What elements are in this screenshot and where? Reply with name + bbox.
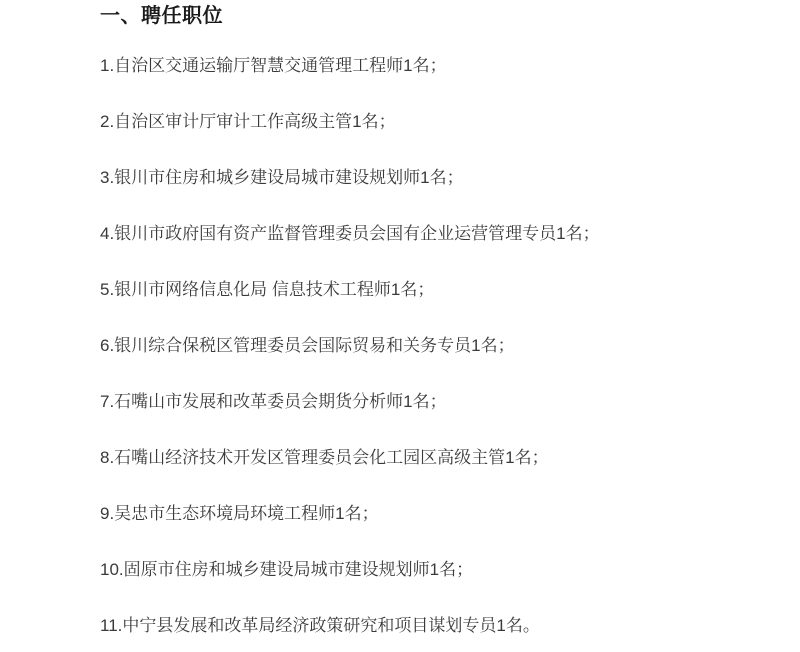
job-list-item-3: 3.银川市住房和城乡建设局城市建设规划师1名；: [100, 168, 464, 187]
job-list-item-2: 2.自治区审计厅审计工作高级主管1名；: [100, 112, 396, 131]
job-list-item-4: 4.银川市政府国有资产监督管理委员会国有企业运营管理专员1名；: [100, 224, 600, 243]
job-list-item-8: 8.石嘴山经济技术开发区管理委员会化工园区高级主管1名；: [100, 448, 549, 467]
job-list-item-10: 10.固原市住房和城乡建设局城市建设规划师1名；: [100, 560, 474, 579]
job-list-item-9: 9.吴忠市生态环境局环境工程师1名；: [100, 504, 379, 523]
job-list-item-7: 7.石嘴山市发展和改革委员会期货分析师1名；: [100, 392, 447, 411]
section-heading: 一、聘任职位: [100, 5, 223, 27]
job-list-item-1: 1.自治区交通运输厅智慧交通管理工程师1名；: [100, 56, 447, 75]
job-list-item-6: 6.银川综合保税区管理委员会国际贸易和关务专员1名；: [100, 336, 515, 355]
job-list-item-11: 11.中宁县发展和改革局经济政策研究和项目谋划专员1名。: [100, 616, 540, 635]
job-list-item-5: 5.银川市网络信息化局 信息技术工程师1名；: [100, 280, 435, 299]
